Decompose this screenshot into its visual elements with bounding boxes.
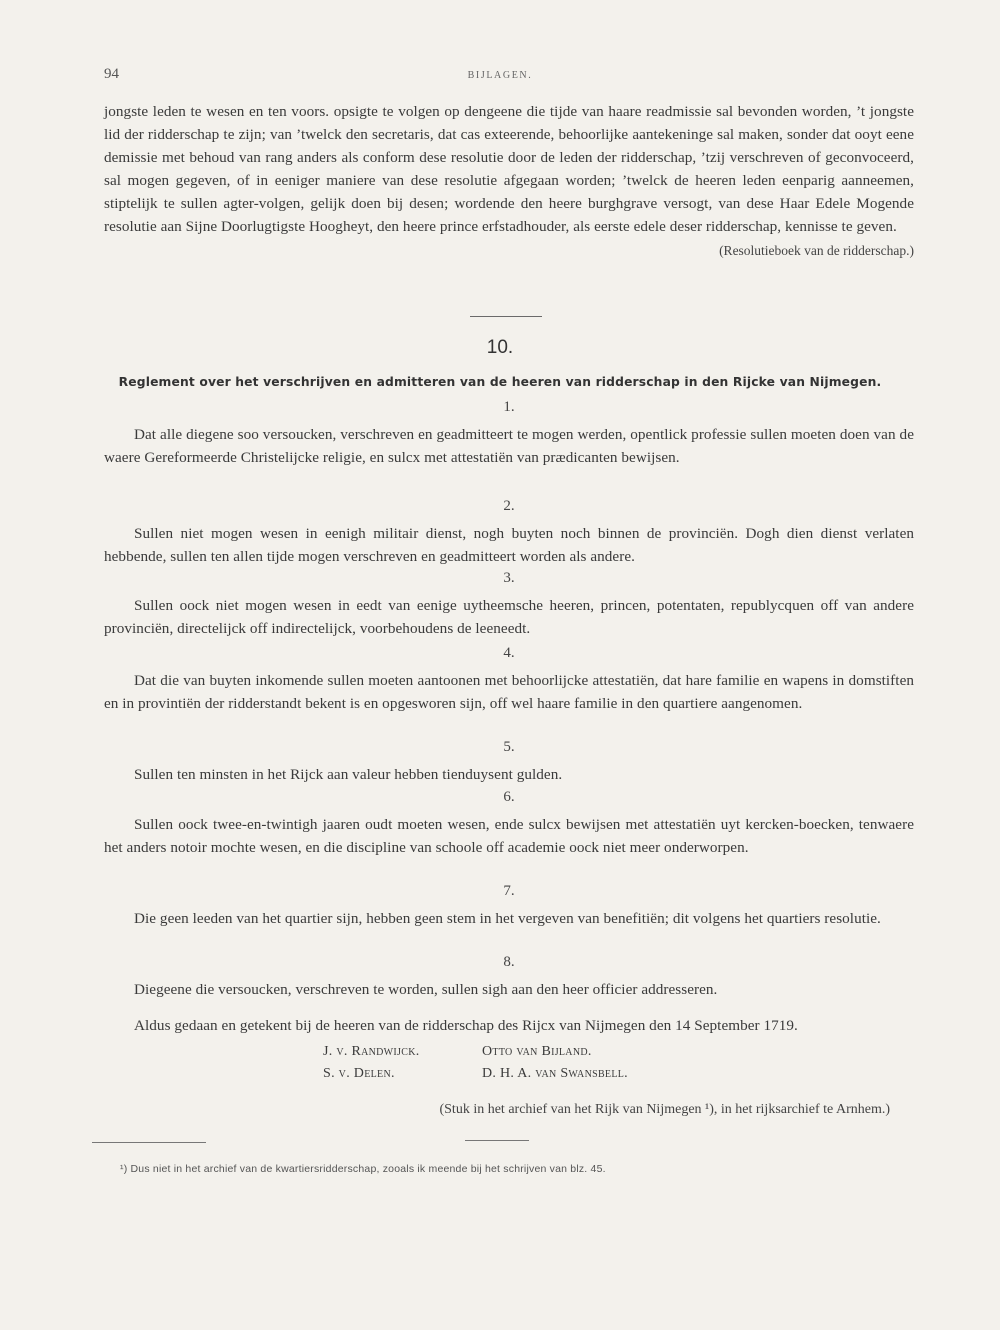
signature: D. H. A. van Swansbell. xyxy=(482,1066,628,1081)
closing-block xyxy=(104,1014,914,1037)
signature: J. v. Randwijck. xyxy=(323,1044,420,1059)
intro-paragraph: jongste leden te wesen en ten voors. opsigte te volgen op dengeene die tijde van haare readmissie sal bevonden worden, ’t jongste lid der ridderschap te zijn; van ’twelck den secretaris, dat cas exteerende, behoorlijke aantekeninge sal maken, sonder dat ooyt eene demissie met behoud van rang anders als conform dese resolutie door de leden der ridderschap, ’tzij verschreven of geconvoceerd, sal mogen gegeven, of in eeniger maniere van dese resolutie afgegaan worden; ’twelck de heeren leden eenparig aanneemen, stiptelijk te sullen agter-volgen, gelijk doen bij desen; wordende den heere burghgrave versogt, van dese Haar Edele Mogende resolutie aan Sijne Doorlugtigste Hoogheyt, den heere prince erfstadhouder, als eerste edele deser ridderschap, kennisse te geven. xyxy=(104,103,914,236)
article-7 xyxy=(104,883,914,930)
footnote-rule xyxy=(92,1142,206,1143)
section-divider xyxy=(470,316,542,317)
article-number: 8. xyxy=(503,954,515,970)
article-text: Diegeene die versoucken, verschreven te worden, sullen sigh aan den heer officier addresseren. xyxy=(134,981,718,998)
article-number: 4. xyxy=(503,645,515,661)
article-number: 5. xyxy=(503,739,515,755)
article-number: 6. xyxy=(503,789,515,805)
article-text: Dat die van buyten inkomende sullen moeten aantoonen met behoorlijcke attestatiën, dat hare familie en wapens in domstiften en in provintiën der ridderstandt bekent is en opgesworen sijn, off wel haare familie in den quartiere aangenomen. xyxy=(104,672,914,713)
article-text: Dat alle diegene soo versoucken, verschreven en geadmitteert te mogen werden, opentlick professie sullen moeten doen van de waere Gereformeerde Christelijcke religie, en sulcx met attestatiën van prædicanten bewijsen. xyxy=(104,426,914,467)
article-3 xyxy=(104,570,914,640)
article-text: Die geen leeden van het quartier sijn, hebben geen stem in het vergeven van benefitiën; dit volgens het quartiers resolutie. xyxy=(134,910,881,927)
article-number: 7. xyxy=(503,883,515,899)
article-text: Sullen oock twee-en-twintigh jaaren oudt moeten wesen, ende sulcx bewijsen met attestatiën uyt kercken-boecken, tenwaere het anders notoir mochte wesen, en die discipline van schoole off academie oock niet meer onderworpen. xyxy=(104,816,914,857)
intro-source: (Resolutieboek van de ridderschap.) xyxy=(719,242,914,258)
article-number: 1. xyxy=(503,399,515,415)
section-title: Reglement over het verschrijven en admitteren van de heeren van ridderschap in den Rijcke van Nijmegen. xyxy=(118,375,882,389)
article-2 xyxy=(104,498,914,568)
article-number: 3. xyxy=(503,570,515,586)
end-rule xyxy=(465,1140,529,1141)
page-number: 94 xyxy=(104,66,119,82)
article-4 xyxy=(104,645,914,715)
article-text: Sullen oock niet mogen wesen in eedt van eenige uytheemsche heeren, princen, potentaten, republycquen off van andere provinciën, directelijck off indirectelijck, voorbehoudens de leeneedt. xyxy=(104,597,914,638)
article-1 xyxy=(104,399,914,469)
signature: S. v. Delen. xyxy=(323,1066,395,1081)
section-number: 10. xyxy=(486,337,514,358)
article-text: Sullen ten minsten in het Rijck aan valeur hebben tienduysent gulden. xyxy=(134,766,563,783)
article-6 xyxy=(104,789,914,859)
archive-source: (Stuk in het archief van het Rijk van Nijmegen ¹), in het rijksarchief te Arnhem.) xyxy=(439,1102,890,1117)
page-header xyxy=(104,66,896,86)
running-head: BIJLAGEN. xyxy=(467,70,533,81)
article-text: Sullen niet mogen wesen in eenigh militair dienst, nogh buyten noch binnen de provinciën. Dogh dien dienst verlaten hebbende, sullen ten allen tijde mogen verschreven en geadmitteert worden als andere. xyxy=(104,525,914,566)
article-number: 2. xyxy=(503,498,515,514)
footnote: ¹) Dus niet in het archief van de kwartiersridderschap, zooals ik meende bij het schrijven van blz. 45. xyxy=(120,1163,606,1175)
closing-text: Aldus gedaan en getekent bij de heeren van de ridderschap des Rijcx van Nijmegen den 14 September 1719. xyxy=(134,1017,798,1034)
article-8 xyxy=(104,954,914,1001)
signature: Otto van Bijland. xyxy=(482,1044,592,1059)
intro-block xyxy=(104,100,914,259)
article-5 xyxy=(104,739,914,786)
